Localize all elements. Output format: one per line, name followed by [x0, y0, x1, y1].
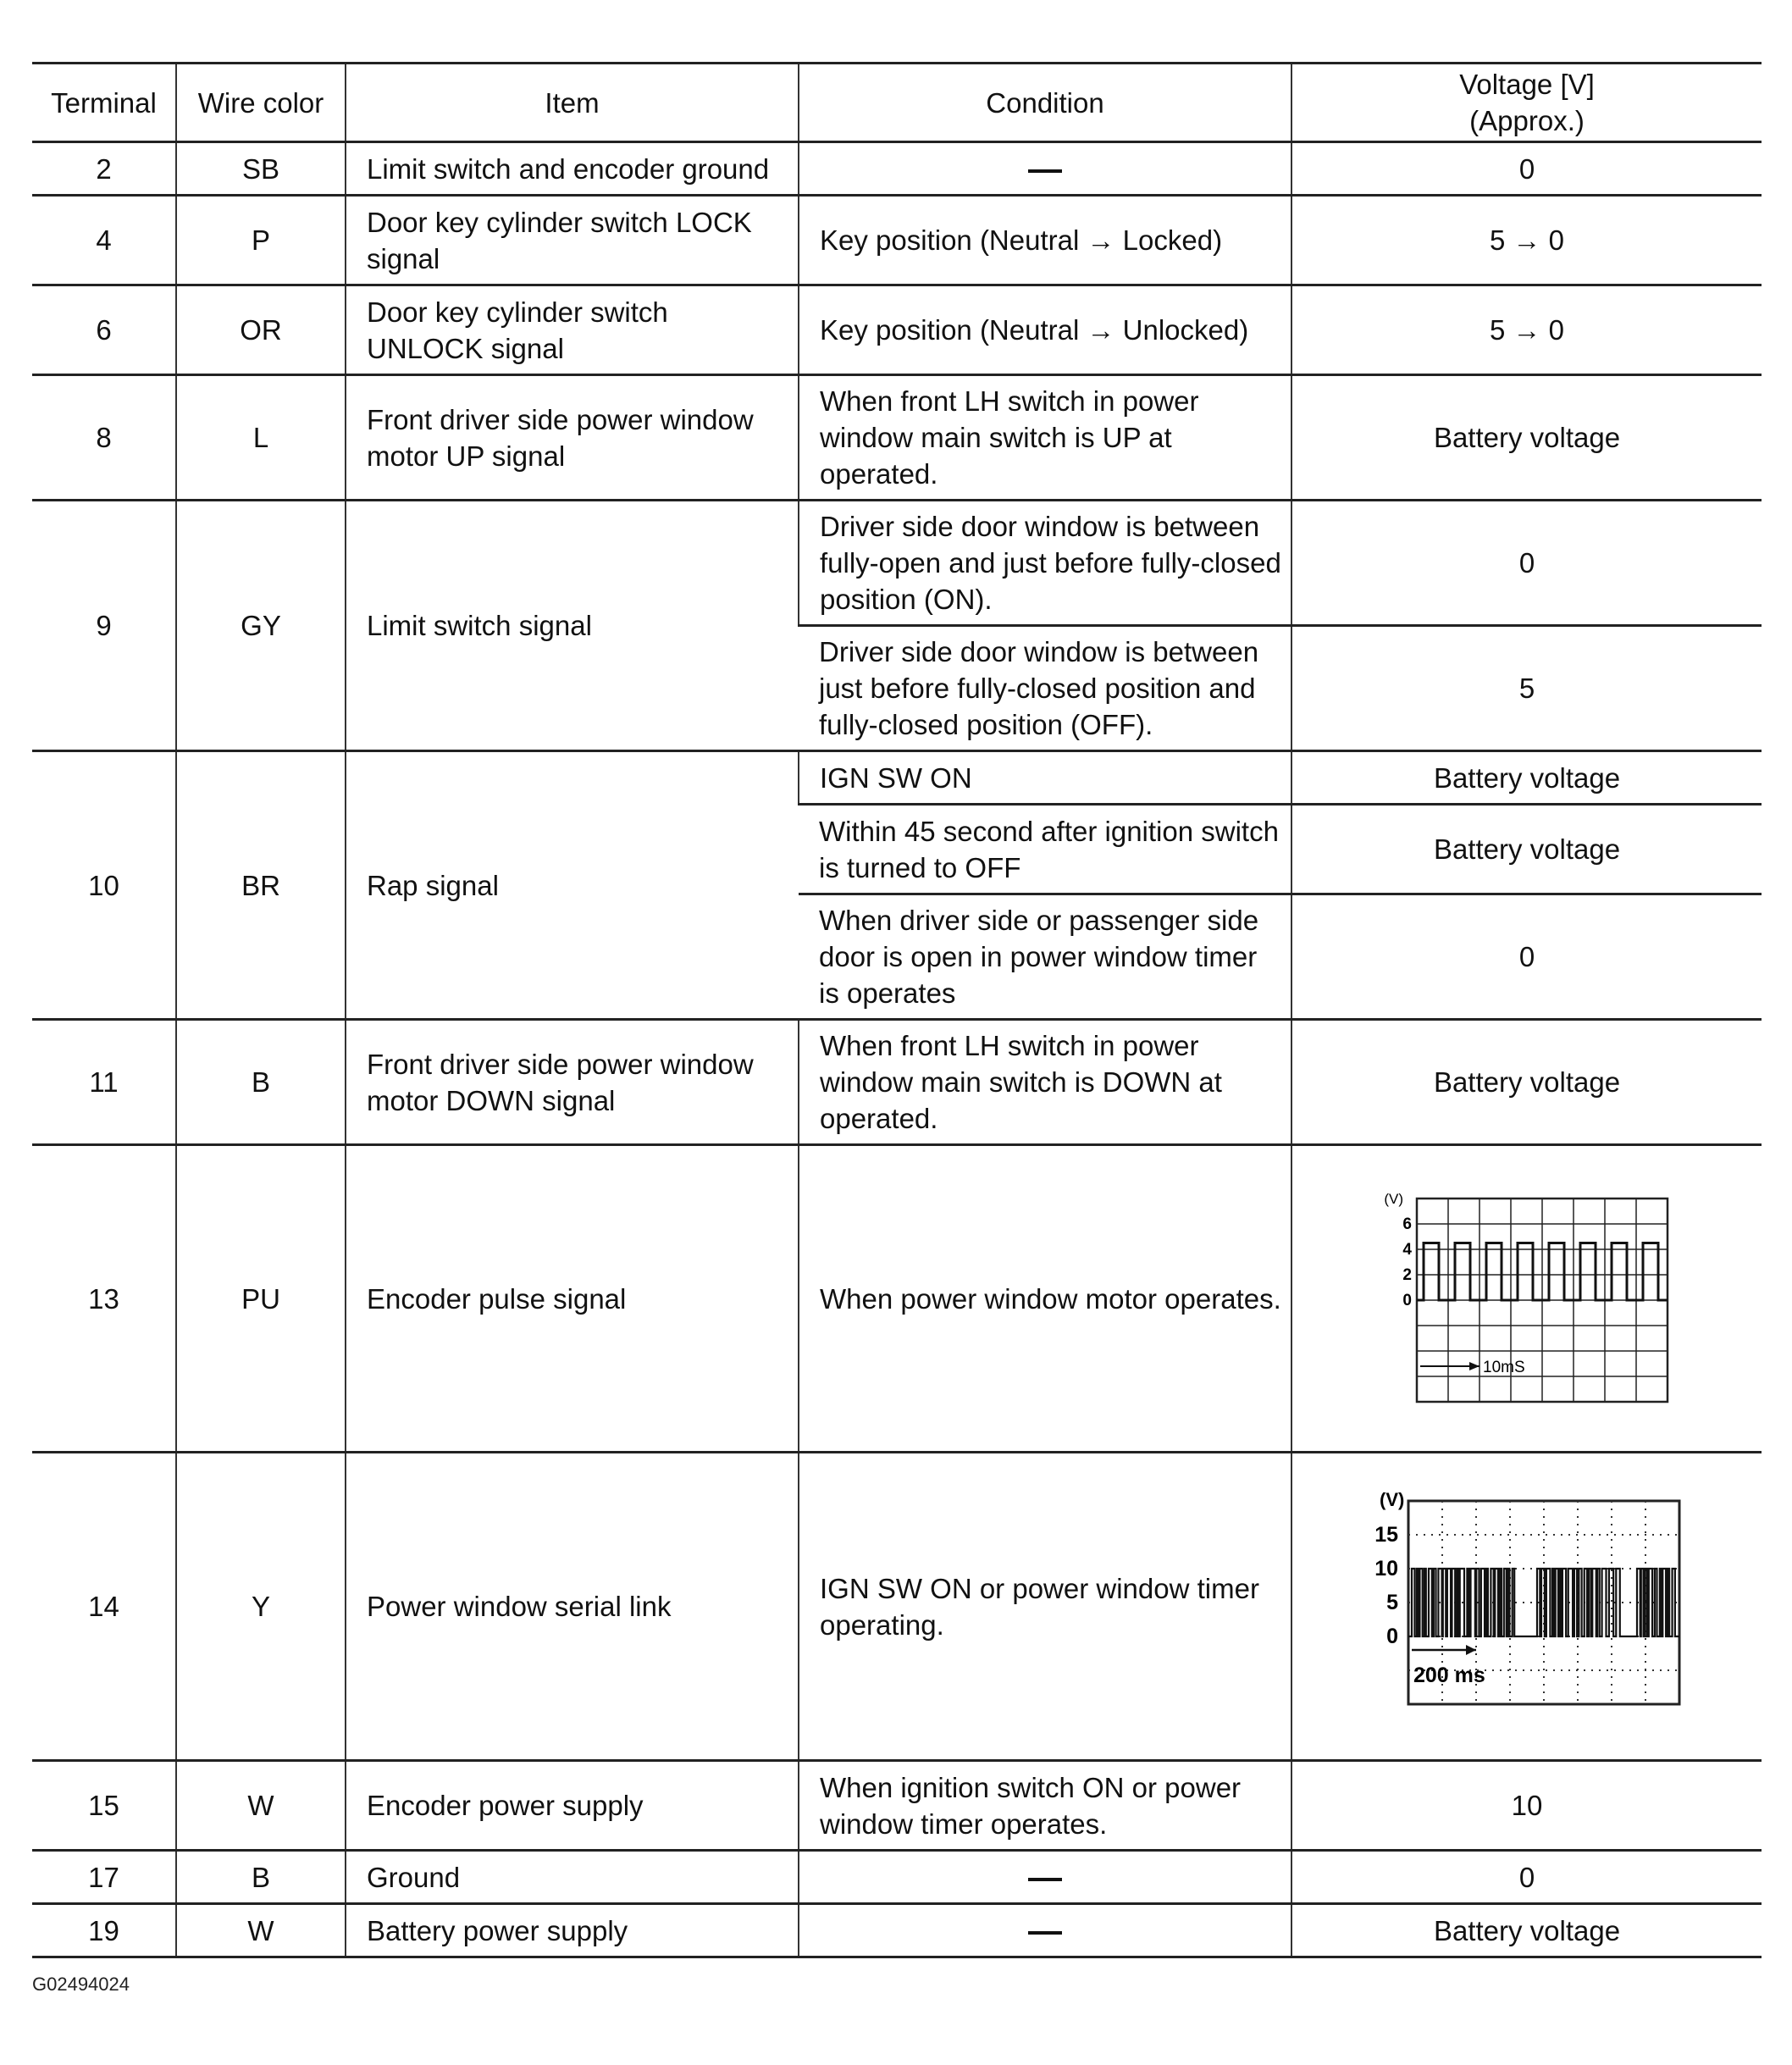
condition-cell: When ignition switch ON or power window timer operates. [799, 1761, 1291, 1851]
condition-cell: Driver side door window is between fully-open and just before fully-closed position (ON). [799, 501, 1291, 626]
header-voltage-line2: (Approx.) [1469, 105, 1585, 136]
condition-cell: IGN SW ON [799, 751, 1291, 805]
voltage-cell [1291, 1453, 1762, 1761]
terminal-cell: 6 [32, 285, 176, 375]
y-tick-label: 10 [1374, 1556, 1398, 1581]
y-unit-label: (V) [1384, 1191, 1403, 1207]
terminal-cell: 17 [32, 1851, 176, 1904]
terminal-cell: 9 [32, 501, 176, 751]
terminal-table-wrapper [32, 62, 1762, 1958]
condition-cell: Within 45 second after ignition switch is turned to OFF [799, 805, 1291, 894]
wire-color-cell: BR [176, 751, 346, 1020]
table-row [32, 1453, 1762, 1761]
serial-link-waveform [1345, 1484, 1709, 1721]
wire-color-cell: GY [176, 501, 346, 751]
terminal-cell: 15 [32, 1761, 176, 1851]
condition-cell [799, 1851, 1291, 1904]
wire-color-cell: Y [176, 1453, 346, 1761]
item-cell: Power window serial link [346, 1453, 799, 1761]
voltage-cell: Battery voltage [1291, 375, 1762, 501]
wire-color-cell: B [176, 1020, 346, 1145]
item-cell: Ground [346, 1851, 799, 1904]
encoder-pulse-waveform [1358, 1180, 1696, 1409]
item-cell: Battery power supply [346, 1904, 799, 1957]
y-tick-label: 5 [1386, 1590, 1398, 1614]
header-row [32, 64, 1762, 142]
wire-color-cell: PU [176, 1145, 346, 1453]
time-div-arrowhead [1466, 1645, 1476, 1655]
terminal-cell: 10 [32, 751, 176, 1020]
item-cell: Limit switch signal [346, 501, 799, 751]
y-tick-label: 0 [1386, 1624, 1398, 1648]
terminal-cell: 19 [32, 1904, 176, 1957]
table-row [32, 1851, 1762, 1904]
y-tick-label: 4 [1402, 1241, 1412, 1259]
header-voltage-line1: Voltage [V] [1459, 69, 1595, 100]
item-cell: Limit switch and encoder ground [346, 142, 799, 196]
voltage-cell: 0 [1291, 1851, 1762, 1904]
voltage-cell: Battery voltage [1291, 1904, 1762, 1957]
terminal-table [32, 62, 1762, 1958]
table-row [32, 1020, 1762, 1145]
voltage-cell: Battery voltage [1291, 751, 1762, 805]
time-div-label: 10mS [1483, 1359, 1525, 1376]
wire-color-cell: SB [176, 142, 346, 196]
voltage-cell: 0 [1291, 894, 1762, 1020]
terminal-cell: 8 [32, 375, 176, 501]
voltage-cell: 0 [1291, 142, 1762, 196]
terminal-cell: 4 [32, 196, 176, 285]
condition-cell: Key position (Neutral → Locked) [799, 196, 1291, 285]
wire-color-cell: P [176, 196, 346, 285]
condition-cell: When power window motor operates. [799, 1145, 1291, 1453]
item-cell: Rap signal [346, 751, 799, 1020]
terminal-cell: 13 [32, 1145, 176, 1453]
time-div-arrowhead [1469, 1362, 1480, 1370]
item-cell: Front driver side power window motor DOWN signal [346, 1020, 799, 1145]
y-unit-label: (V) [1380, 1488, 1405, 1510]
header-voltage [1291, 64, 1762, 142]
condition-cell: When front LH switch in power window main switch is UP at operated. [799, 375, 1291, 501]
voltage-cell: Battery voltage [1291, 1020, 1762, 1145]
header-terminal: Terminal [32, 64, 176, 142]
item-cell: Door key cylinder switch UNLOCK signal [346, 285, 799, 375]
wire-color-cell: W [176, 1904, 346, 1957]
dash-mark [1028, 1931, 1062, 1935]
condition-cell [799, 142, 1291, 196]
condition-cell: IGN SW ON or power window timer operating. [799, 1453, 1291, 1761]
y-tick-label: 15 [1374, 1522, 1398, 1547]
figure-id: G02494024 [32, 1974, 130, 1995]
wire-color-cell: B [176, 1851, 346, 1904]
table-row [32, 501, 1762, 626]
header-item: Item [346, 64, 799, 142]
table-row [32, 375, 1762, 501]
table-row [32, 1145, 1762, 1453]
condition-cell: When front LH switch in power window main switch is DOWN at operated. [799, 1020, 1291, 1145]
voltage-cell [1291, 1145, 1762, 1453]
voltage-cell: 5 → 0 [1291, 285, 1762, 375]
y-tick-label: 2 [1402, 1266, 1412, 1284]
wire-color-cell: W [176, 1761, 346, 1851]
time-div-label: 200 ms [1413, 1663, 1485, 1687]
table-row [32, 1904, 1762, 1957]
table-row [32, 196, 1762, 285]
condition-cell: Key position (Neutral → Unlocked) [799, 285, 1291, 375]
condition-cell: When driver side or passenger side door is open in power window timer is operates [799, 894, 1291, 1020]
table-row [32, 285, 1762, 375]
wire-color-cell: OR [176, 285, 346, 375]
voltage-cell: 0 [1291, 501, 1762, 626]
voltage-cell: 10 [1291, 1761, 1762, 1851]
voltage-cell: 5 → 0 [1291, 196, 1762, 285]
dash-mark [1028, 169, 1062, 173]
item-cell: Encoder power supply [346, 1761, 799, 1851]
condition-cell: Driver side door window is between just before fully-closed position and fully-closed position (OFF). [799, 626, 1291, 751]
condition-cell [799, 1904, 1291, 1957]
header-wire-color: Wire color [176, 64, 346, 142]
terminal-cell: 14 [32, 1453, 176, 1761]
wire-color-cell: L [176, 375, 346, 501]
voltage-cell: 5 [1291, 626, 1762, 751]
y-tick-label: 6 [1402, 1215, 1412, 1233]
dash-mark [1028, 1878, 1062, 1881]
terminal-cell: 11 [32, 1020, 176, 1145]
y-tick-label: 0 [1402, 1292, 1412, 1309]
table-row [32, 1761, 1762, 1851]
item-cell: Front driver side power window motor UP signal [346, 375, 799, 501]
item-cell: Door key cylinder switch LOCK signal [346, 196, 799, 285]
header-condition: Condition [799, 64, 1291, 142]
table-row [32, 751, 1762, 805]
voltage-cell: Battery voltage [1291, 805, 1762, 894]
terminal-cell: 2 [32, 142, 176, 196]
table-row [32, 142, 1762, 196]
item-cell: Encoder pulse signal [346, 1145, 799, 1453]
